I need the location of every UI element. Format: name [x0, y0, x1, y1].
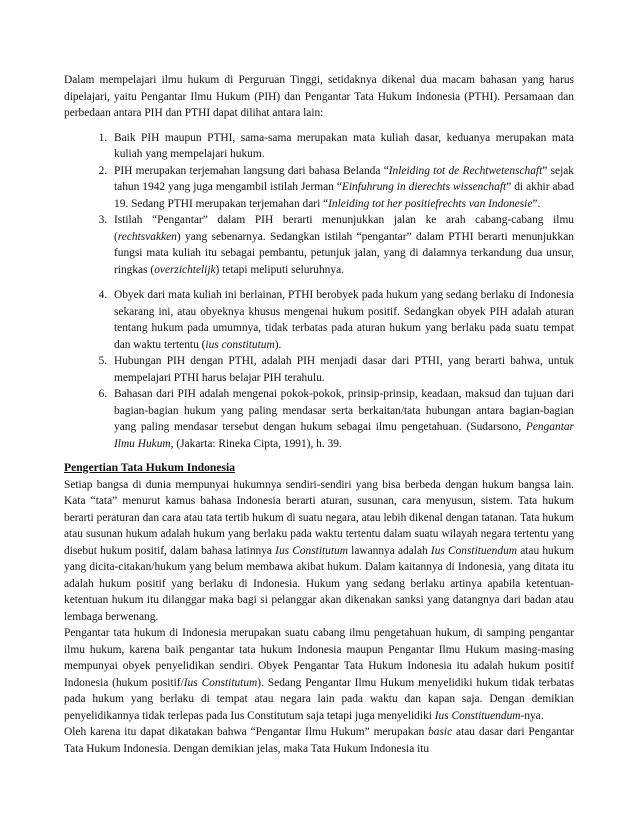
- paragraph-text: atau hukum yang dicita-citakan/hukum yang belum membawa akibat hukum. Dalam kaitannya di Indonesia, yang ditata itu adalah hukum positif yang berlaku di Indonesia. Hukum yang sedang berlaku artinya apabila ketentuan-ketentuan hukum itu dilanggar maka bagi si pelanggar akan dikenakan sanksi yang datangnya dari badan atau lembaga berwenang.: [64, 544, 574, 623]
- list-item-text: Baik PIH maupun PTHI, sama-sama merupakan mata kuliah dasar, keduanya merupakan mata kuliah yang mempelajari hukum.: [114, 131, 574, 160]
- italic-term: Ius Constituendum: [430, 544, 517, 557]
- intro-paragraph: Dalam mempelajari ilmu hukum di Perguruan Tinggi, setidaknya dikenal dua macam bahasan yang harus dipelajari, yaitu Pengantar Ilmu Hukum (PIH) dan Pengantar Tata Hukum Indonesia (PTHI). Persamaan dan perbedaan antara PIH dan PTHI dapat dilihat antara lain:: [64, 74, 574, 119]
- list-item-text: ) yang sebenarnya. Sedangkan istilah “pengantar” dalam PTHI berarti menunjukkan fungsi mata kuliah itu sebagai pembantu, petunjuk jalan, yang di dalamnya terkandung dua unsur, ringkas (: [114, 230, 574, 276]
- italic-term: Pengantar Ilmu Hukum: [114, 421, 574, 450]
- paragraph-text: atau dasar dari Pengantar Tata Hukum Indonesia. Dengan demikian jelas, maka Tata Hukum Indonesia itu: [64, 726, 574, 755]
- list-item: [110, 287, 574, 353]
- italic-term: basic: [428, 726, 453, 738]
- italic-term: ius constitutum: [205, 338, 275, 351]
- paragraph-text: Oleh karena itu dapat dikatakan bahwa “Pengantar Ilmu Hukum” merupakan: [64, 726, 429, 738]
- body-paragraph: [64, 724, 574, 757]
- list-item: [110, 212, 574, 287]
- italic-term: Inleiding tot her positiefrechts van Indonesie: [328, 197, 533, 210]
- italic-term: overzichtelijk: [154, 263, 216, 276]
- list-item: [110, 163, 574, 213]
- list-item-text: ” sejak tahun 1942 yang juga mengambil istilah Jerman “: [114, 164, 574, 193]
- list-item-text: Obyek dari mata kuliah ini berlainan, PTHI berobyek pada hukum yang sedang berlaku di Indonesia sekarang ini, atau obyeknya khusus mengenai hukum positif. Sedangkan obyek PIH adalah aturan tentang hukum pada umumnya, tidak terbatas pada aturan hukum yang berlaku pada suatu tempat dan waktu tertentu (: [114, 289, 574, 351]
- document-page: [64, 72, 574, 757]
- italic-term: Einfuhrung in dierechts wissenchaft: [341, 181, 507, 193]
- list-item-text: PIH merupakan terjemahan langsung dari bahasa Belanda “: [114, 164, 389, 177]
- italic-term: Ius Constitutum: [275, 544, 348, 557]
- list-item: [110, 130, 574, 163]
- list-item: [110, 353, 574, 386]
- section-heading: Pengertian Tata Hukum Indonesia: [64, 461, 236, 474]
- paragraph-text: ). Sedang Pengantar Ilmu Hukum menyelidiki hukum tidak terbatas pada hukum yang berlaku di tempat atau negara lain pada waktu dan kapan saja. Dengan demikian penyelidikannya tidak terlepas pada Ius Constitutum saja tetapi juga menyelidiki: [64, 676, 574, 722]
- list-item-text: ).: [274, 338, 282, 351]
- italic-term: Ius Constitutum: [183, 676, 258, 689]
- list-item-text: ”.: [532, 197, 541, 210]
- list-item-text: ” di akhir abad 19. Sedang PTHI merupakan terjemahan dari “: [114, 181, 574, 210]
- paragraph-text: Pengantar tata hukum di Indonesia merupakan suatu cabang ilmu pengetahuan hukum, di samping pengantar ilmu hukum, karena baik pengantar tata hukum Indonesia maupun Pengantar Ilmu Hukum masing-masing mempunyai obyek penyelidikan sendiri. Obyek Pengantar Tata Hukum Indonesia itu adalah hukum positif Indonesia (hukum positif/: [64, 627, 574, 689]
- list-item-text: Bahasan dari PIH adalah mengenai pokok-pokok, prinsip-prinsip, keadaan, maksud dan tujuan dari bagian-bagian hukum yang paling mendasar serta berkaitan/tata hubungan antara bagian-bagian yang paling mendasar tersebut dengan hukum sebagai ilmu pengetahuan. (Sudarsono,: [114, 388, 574, 433]
- italic-term: rechtsvakken: [117, 230, 177, 243]
- comparison-list: [64, 130, 574, 453]
- paragraph-text: -nya.: [520, 709, 544, 722]
- paragraph-text: Setiap bangsa di dunia mempunyai hukumnya sendiri-sendiri yang bisa berbeda dengan hukum bangsa lain. Kata “tata” menurut kamus bahasa Indonesia berarti aturan, susunan, cara menyusun, sistem. Tata hukum berarti peraturan dan cara atau tata tertib hukum di suatu negara, atau lebih dikenal dengan tatanan. Tata hukum atau susunan hukum adalah hukum yang berlaku pada waktu tertentu dalam suatu wilayah negara tertentu yang disebut hukum positif, dalam bahasa latinnya: [64, 478, 574, 557]
- list-item-text: ) tetapi meliputi seluruhnya.: [215, 263, 344, 276]
- list-item-text: Istilah “Pengantar” dalam PIH berarti menunjukkan jalan ke arah cabang-cabang ilmu (: [114, 214, 574, 243]
- list-item-text: Hubungan PIH dengan PTHI, adalah PIH menjadi dasar dari PTHI, yang berarti bahwa, untuk mempelajari PTHI harus belajar PIH terahulu.: [114, 355, 574, 384]
- list-item-text: , (Jakarta: Rineka Cipta, 1991), h. 39.: [170, 437, 342, 450]
- italic-term: Inleiding tot de Rechtwetenschaft: [388, 164, 543, 177]
- body-paragraph: [64, 477, 574, 626]
- body-paragraph: [64, 625, 574, 724]
- italic-term: Ius Constituendum: [434, 709, 521, 722]
- list-item: [110, 386, 574, 452]
- paragraph-text: lawannya adalah: [347, 544, 431, 557]
